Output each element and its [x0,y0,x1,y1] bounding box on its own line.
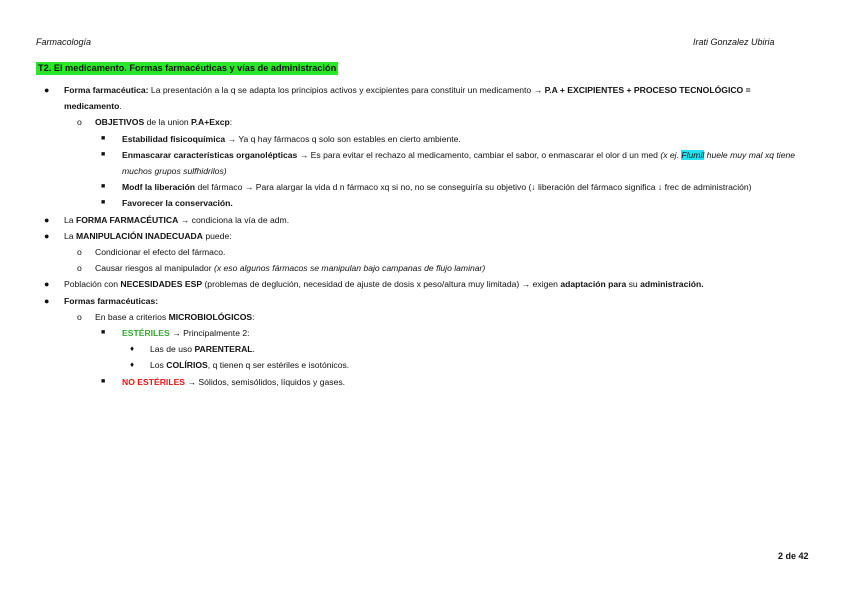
term: COLÍRIOS [166,360,208,371]
text: En base a criterios [95,311,169,322]
circle-bullet-icon: o [77,311,82,322]
circle-bullet-icon: o [77,247,82,258]
list-item-colirios [0,357,848,373]
square-bullet-icon: ■ [101,377,106,385]
circle-bullet-icon: o [77,263,82,274]
square-bullet-icon: ■ [101,150,106,158]
list-item-esteriles [0,325,848,341]
square-bullet-icon: ■ [101,329,106,337]
term: P.A + EXCIPIENTES + PROCESO TECNOLÓGICO = medicamento [64,85,751,112]
bullet-icon: ● [44,85,50,95]
text: → Ya q hay fármacos q solo son estables en cierto ambiente. [225,133,461,144]
page-number: 2 de 42 [778,551,809,561]
circle-bullet-icon: o [77,117,82,128]
bullet-icon: ● [44,279,50,290]
header-left: Farmacología [36,37,92,47]
bullet-icon: ● [44,295,50,306]
term: MANIPULACIÓN INADECUADA [75,230,203,241]
text: La presentación a la q se adapta los principios activos y excipientes para constituir un medicamento → [148,85,545,95]
text: → condiciona la vía de adm. [178,214,290,225]
text: Condicionar el efecto del fármaco. [95,247,226,258]
term: Formas farmacéuticas: [64,295,159,306]
list-item-parenteral [0,341,848,357]
text: → Principalmente 2: [169,328,250,339]
text: Las de uso [150,344,195,355]
list-item-objetivos [0,114,848,130]
term: Favorecer la conservación. [122,198,233,209]
text: La [64,230,76,241]
term: P.A+Excp [191,117,230,128]
text: → Sólidos, semisólidos, líquidos y gases. [185,376,346,387]
term: Enmascarar características organolépticas [122,149,298,160]
list-item-poblacion [0,276,848,292]
text: Población con [64,279,121,290]
text: de la union [144,117,192,128]
square-bullet-icon: ■ [101,199,106,207]
list-item-formas [0,293,848,309]
list-item-causar-riesgos [0,260,848,276]
text: : [252,311,255,322]
diamond-bullet-icon: ♦ [130,344,135,354]
term: FORMA FARMACÉUTICA [75,214,179,225]
list-item-condicionar [0,244,848,260]
term: Estabilidad fisicoquímica [122,133,226,144]
text: Los [150,360,167,371]
header-right: Irati Gonzalez Ubiria [693,37,775,47]
diamond-bullet-icon: ♦ [130,360,135,370]
example-text: (x eso algunos fármacos se manipulan bajo campanas de flujo laminar) [213,263,486,274]
list-item-forma [0,212,848,228]
term: Modf la liberación [122,182,196,193]
square-bullet-icon: ■ [101,183,106,191]
list-item-modf-liberacion [0,179,848,195]
example-text: (x ej. [660,149,682,160]
term: NECESIDADES ESP [120,279,203,290]
list-item-manipulacion [0,228,848,244]
section-title: T2. El medicamento. Formas farmacéuticas y vías de administración [38,63,337,73]
term: OBJETIVOS [95,117,145,128]
text: Causar riesgos al manipulador [95,263,214,274]
bullet-icon: ● [44,230,50,241]
term: MICROBIOLÓGICOS [168,311,253,322]
list-item-estabilidad [0,131,848,147]
list-item-no-esteriles [0,374,848,390]
term: adaptación para [560,279,627,290]
text: : [229,117,233,128]
example-text: huele muy mal xq tiene muchos grupos sulfhidrilos) [122,149,796,177]
text: puede: [202,230,232,241]
text: . [119,101,122,112]
highlighted-term: Flumil [681,149,705,160]
text: La [64,214,76,225]
text: → Es para evitar el rechazo al medicamento, cambiar el sabor, o enmascarar el olor d un med [297,149,661,160]
term: Forma farmacéutica: [64,85,149,95]
text: . [252,344,255,355]
text: su [626,279,641,290]
text: (problemas de deglución, necesidad de ajuste de dosis x peso/altura muy limitada) → exigen [202,279,561,290]
term-green: ESTÉRILES [122,328,170,339]
text: , q tienen q ser estériles e isotónicos. [207,360,350,371]
term-red: NO ESTÉRILES [122,376,186,387]
text: del fármaco → Para alargar la vida d n fármaco xq si no, no se conseguiría su objetivo (↓ liberación del fármaco significa ↓ frec de administración) [195,182,752,193]
bullet-icon: ● [44,214,50,225]
square-bullet-icon: ■ [101,134,106,142]
term: administración. [640,279,704,290]
list-item-forma-farmaceutica [0,82,848,114]
list-item-enmascarar [0,147,848,179]
document-body [0,82,848,390]
list-item-criterios [0,309,848,325]
list-item-conservacion [0,195,848,211]
term: PARENTERAL [194,344,253,355]
